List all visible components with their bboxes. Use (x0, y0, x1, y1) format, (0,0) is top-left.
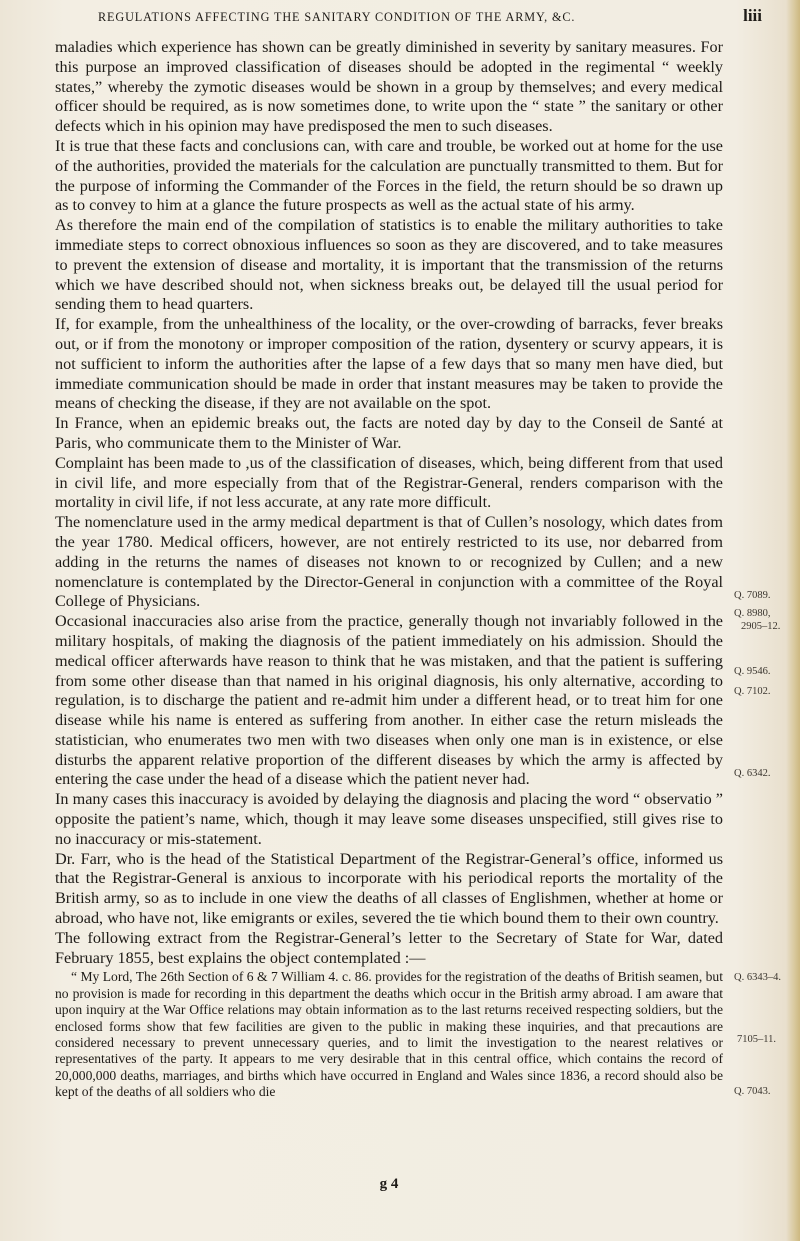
paragraph: It is true that these facts and conclusions can, with care and trouble, be worked out at home for the use of the authorities, provided the materials for the calculation are punctually transmitted to them. But for the purpose of informing the Commander of the Forces in the field, the return should be so drawn up as to convey to him at a glance the future prospects as well as the actual state of his army. (55, 136, 723, 215)
body-text (55, 38, 723, 1101)
signature-mark: g 4 (379, 1176, 399, 1192)
margin-note: Q. 9546. (734, 666, 771, 677)
quoted-letter: “ My Lord, The 26th Section of 6 & 7 William 4. c. 86. provides for the registration of the deaths of British seamen, but no provision is made for recording in this department the deaths which occur in the British army abroad. I am aware that upon inquiry at the War Office relations may obtain information as to the last returns received respecting soldiers, but the enclosed forms show that few facilities are given to the public in making these inquiries, and that precautions are considered necessary to prevent unnecessary queries, and to limit the investigation to the nearest relatives or representatives of the party. It appears to me very desirable that in this central office, which contains the record of 20,000,000 deaths, marriages, and births which have occurred in England and Wales since 1836, a record should also be kept of the deaths of all soldiers who die (55, 969, 723, 1100)
paragraph: Occasional inaccuracies also arise from the practice, generally though not invariably followed in the military hospitals, of making the diagnosis of the patient immediately on his admission. Should the medical officer afterwards have reason to think that he was mistaken, and that the patient is suffering from some other disease than that named in his original diagnosis, his only alternative, according to regulation, is to discharge the patient and re-admit him under a different head, or to treat him for one disease while his name is entered as suffering from another. In either case the return misleads the statistician, who enumerates two men with two diseases when only one man is in existence, or else disturbs the apparent relative proportion of the different diseases by which the army is affected by entering the case under the head of a disease which the patient never had. (55, 612, 723, 789)
margin-note: 2905–12. (741, 621, 781, 632)
paragraph: In France, when an epidemic breaks out, the facts are noted day by day to the Conseil de Santé at Paris, who communicate them to the Minister of War. (55, 414, 723, 452)
paragraph: As therefore the main end of the compilation of statistics is to enable the military authorities to take immediate steps to correct obnoxious influences so soon as they are discovered, and to take measures to prevent the extension of disease and mortality, it is important that the transmission of the returns which we have described should not, when sickness breaks out, be delayed till the usual period for sending them to head quarters. (55, 216, 723, 314)
margin-note: Q. 7043. (734, 1086, 771, 1097)
margin-note: Q. 8980, (734, 608, 771, 619)
margin-note: Q. 6342. (734, 768, 771, 779)
running-head: REGULATIONS AFFECTING THE SANITARY CONDITION OF THE ARMY, &C. (98, 10, 576, 24)
margin-note: Q. 7089. (734, 590, 771, 601)
paragraph: maladies which experience has shown can be greatly diminished in severity by sanitary measures. For this purpose an improved classification of diseases should be adopted in the regimental “ weekly states,” whereby the zymotic diseases would be shown in a group by themselves; and every medical officer should be required, as is now sometimes done, to write upon the “ state ” the sanitary or other defects which in his opinion may have predisposed the men to such diseases. (55, 38, 723, 136)
paragraph: The nomenclature used in the army medical department is that of Cullen’s nosology, which dates from the year 1780. Medical officers, however, are not entirely restricted to its use, nor debarred from adding in the returns the names of diseases not known to or recognized by Cullen; and a new nomenclature is contemplated by the Director-General in conjunction with a committee of the Royal College of Physicians. (55, 513, 723, 611)
paragraph: Dr. Farr, who is the head of the Statistical Department of the Registrar-General’s office, informed us that the Registrar-General is anxious to incorporate with his periodical reports the mortality of the British army, so as to include in one view the deaths of all classes of Englishmen, whether at home or abroad, who have not, like emigrants or exiles, severed the tie which bound them to their own country. (55, 849, 723, 928)
paragraph: The following extract from the Registrar-General’s letter to the Secretary of State for War, dated February 1855, best explains the object contemplated :— (55, 928, 723, 967)
page-header (98, 6, 762, 30)
paragraph: In many cases this inaccuracy is avoided by delaying the diagnosis and placing the word “ observatio ” opposite the patient’s name, which, though it may leave some diseases unspecified, still gives rise to no inaccuracy or mis-statement. (55, 790, 723, 848)
paragraph: If, for example, from the unhealthiness of the locality, or the over-crowding of barracks, fever breaks out, or if from the monotony or improper composition of the ration, dysentery or scurvy appears, it is not sufficient to inform the authorities after the lapse of a few days that so many men have died, but immediate communication should be made in order that instant measures may be taken to provide the means of checking the disease, if they are not available on the spot. (55, 315, 723, 413)
page-number: liii (743, 6, 762, 25)
margin-note: Q. 7102. (734, 686, 771, 697)
margin-note: 7105–11. (737, 1034, 776, 1045)
margin-note: Q. 6343–4. (734, 972, 781, 983)
paragraph: Complaint has been made to ,us of the classification of diseases, which, being different from that used in civil life, and more especially from that of the Registrar-General, renders comparison with the mortality in civil life, if not less accurate, at any rate more difficult. (55, 453, 723, 512)
page-edge (786, 0, 800, 1241)
